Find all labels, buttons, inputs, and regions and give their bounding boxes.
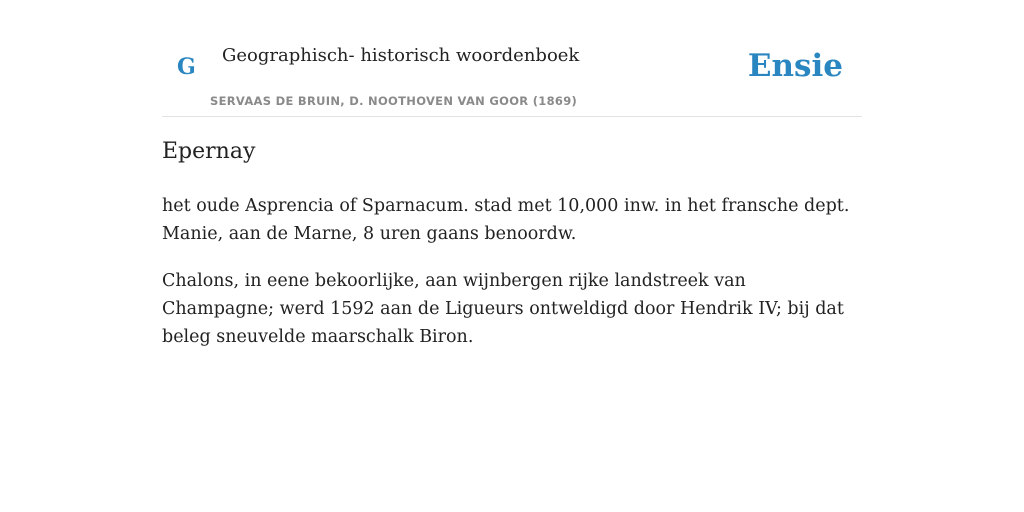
book-authors: SERVAAS DE BRUIN, D. NOOTHOVEN VAN GOOR (1869) bbox=[210, 94, 578, 108]
book-letter-icon[interactable]: G bbox=[177, 54, 196, 80]
ensie-logo[interactable]: Ensie bbox=[747, 48, 843, 84]
book-title[interactable]: Geographisch- historisch woordenboek bbox=[222, 45, 580, 66]
entry-paragraph: Chalons, in eene bekoorlijke, aan wijnbergen rijke landstreek van Champagne; werd 1592 aan de Ligueurs ontweldigd door Hendrik IV; bij dat beleg sneuvelde maarschalk Biron. bbox=[162, 271, 844, 347]
book-header bbox=[162, 0, 862, 117]
entry-title: Epernay bbox=[162, 139, 256, 164]
entry-body bbox=[162, 192, 862, 370]
entry-paragraph: het oude Asprencia of Sparnacum. stad met 10,000 inw. in het fransche dept. Manie, aan de Marne, 8 uren gaans benoordw. bbox=[162, 196, 850, 244]
